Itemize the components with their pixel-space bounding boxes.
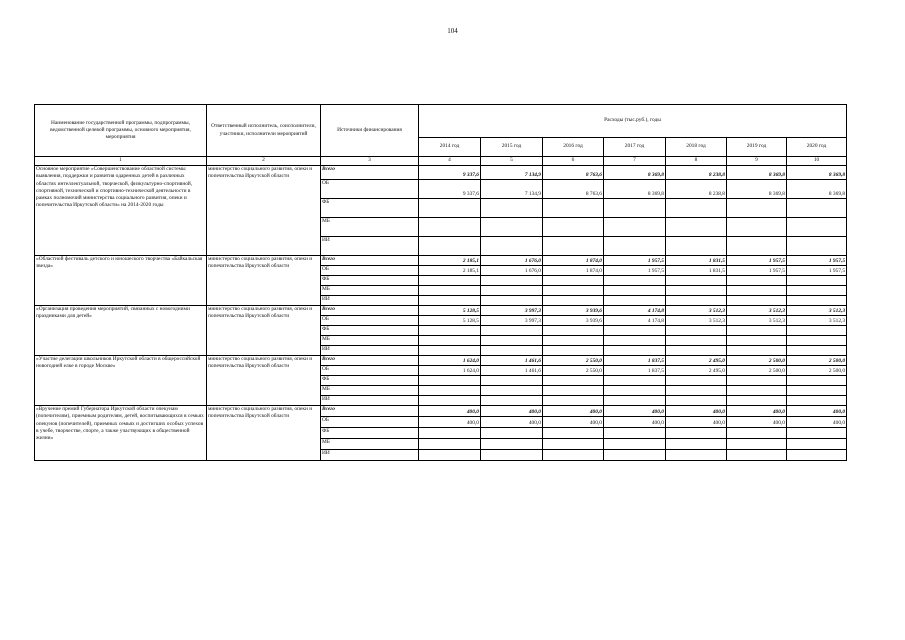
expense-ob: 1 874,0: [543, 266, 604, 276]
expense-cell: [419, 439, 481, 450]
expense-total: 400,0: [604, 406, 666, 417]
expense-ob: 3 512,3: [666, 316, 727, 326]
expense-cell: [666, 237, 727, 256]
expense-cell: [604, 396, 666, 406]
expense-cell: [727, 199, 787, 218]
expense-cell: [419, 336, 481, 346]
expense-cell: [727, 428, 787, 439]
expense-cell: [419, 386, 481, 396]
expense-total: 1 461,6: [481, 356, 543, 366]
expense-cell: [481, 237, 543, 256]
expense-ob: 400,0: [666, 417, 727, 428]
funding-source: МБ: [321, 286, 419, 296]
expense-cell: [666, 386, 727, 396]
expense-cell: [543, 450, 604, 461]
expense-cell: [604, 376, 666, 386]
funding-source: Всего: [321, 166, 419, 180]
column-number: 1: [35, 157, 207, 166]
expense-cell: [666, 450, 727, 461]
expense-ob: 1 957,5: [787, 266, 847, 276]
expense-total: 2 550,0: [543, 356, 604, 366]
expense-ob: 400,0: [727, 417, 787, 428]
funding-source: ОБ: [321, 417, 419, 428]
expense-cell: [727, 326, 787, 336]
expense-cell: [787, 296, 847, 306]
expense-cell: [604, 296, 666, 306]
expense-cell: [481, 428, 543, 439]
expense-total: 2 500,0: [787, 356, 847, 366]
funding-source: Всего: [321, 406, 419, 417]
expense-cell: [787, 276, 847, 286]
expense-total: 5 128,5: [419, 306, 481, 316]
expense-ob: 9 337,6: [419, 180, 481, 199]
expense-cell: [543, 386, 604, 396]
expense-ob: 1 957,5: [604, 266, 666, 276]
expense-cell: [787, 336, 847, 346]
column-number: 5: [481, 157, 543, 166]
funding-source: ФБ: [321, 326, 419, 336]
expense-total: 7 134,9: [481, 166, 543, 180]
expense-cell: [481, 286, 543, 296]
expense-ob: 8 369,8: [727, 180, 787, 199]
page-number: 104: [447, 27, 458, 35]
table-row: [35, 256, 847, 266]
funding-source: ИИ: [321, 346, 419, 356]
expense-ob: 3 512,3: [727, 316, 787, 326]
measure-name: «Областной фестиваль детского и юношеского творчества «Байкальская звезда»: [35, 256, 207, 306]
expense-cell: [481, 396, 543, 406]
expense-total: 3 997,3: [481, 306, 543, 316]
header-expenses: Расходы (тыс.руб.), годы: [419, 105, 847, 138]
expense-cell: [787, 386, 847, 396]
expense-cell: [787, 199, 847, 218]
expense-ob: 1 831,5: [666, 266, 727, 276]
funding-source: ИИ: [321, 396, 419, 406]
expense-cell: [604, 386, 666, 396]
expense-ob: 3 512,3: [787, 316, 847, 326]
funding-source: ФБ: [321, 428, 419, 439]
expense-ob: 8 369,8: [604, 180, 666, 199]
expense-cell: [481, 439, 543, 450]
measure-executor: министерство социального развития, опеки и попечительства Иркутской области: [207, 356, 321, 406]
funding-source: Всего: [321, 356, 419, 366]
expense-cell: [481, 376, 543, 386]
expense-cell: [543, 396, 604, 406]
column-number: 10: [787, 157, 847, 166]
expense-total: 400,0: [727, 406, 787, 417]
expense-cell: [543, 336, 604, 346]
expense-total: 2 495,0: [666, 356, 727, 366]
expense-total: 1 957,5: [727, 256, 787, 266]
expense-cell: [543, 428, 604, 439]
expense-cell: [727, 439, 787, 450]
measure-name: «Участие делегации школьников Иркутской области в общероссийской новогодней елке в городе Москве»: [35, 356, 207, 406]
funding-source: ФБ: [321, 376, 419, 386]
header-year: 2020 год: [787, 138, 847, 157]
expense-cell: [727, 376, 787, 386]
expense-cell: [419, 326, 481, 336]
expense-total: 1 837,5: [604, 356, 666, 366]
expense-cell: [604, 428, 666, 439]
expense-cell: [604, 276, 666, 286]
expense-cell: [727, 336, 787, 346]
funding-source: ОБ: [321, 366, 419, 376]
expense-cell: [727, 296, 787, 306]
expense-ob: 400,0: [787, 417, 847, 428]
expense-cell: [666, 218, 727, 237]
expense-ob: 4 174,8: [604, 316, 666, 326]
funding-source: МБ: [321, 218, 419, 237]
expense-cell: [481, 296, 543, 306]
expense-cell: [419, 296, 481, 306]
expense-total: 8 369,8: [787, 166, 847, 180]
expense-cell: [543, 218, 604, 237]
expense-total: 3 512,3: [787, 306, 847, 316]
column-number: 6: [543, 157, 604, 166]
column-number: 3: [321, 157, 419, 166]
expense-cell: [666, 286, 727, 296]
expense-cell: [666, 296, 727, 306]
table-row: [35, 356, 847, 366]
expense-ob: 1 461,6: [481, 366, 543, 376]
expense-cell: [604, 326, 666, 336]
funding-source: ИИ: [321, 237, 419, 256]
expense-cell: [666, 346, 727, 356]
measure-executor: министерство социального развития, опеки и попечительства Иркутской области: [207, 166, 321, 256]
expense-ob: 8 238,8: [666, 180, 727, 199]
expense-ob: 8 763,6: [543, 180, 604, 199]
expense-cell: [787, 346, 847, 356]
expense-total: 3 939,6: [543, 306, 604, 316]
expense-total: 2 500,0: [727, 356, 787, 366]
expense-ob: 2 500,0: [787, 366, 847, 376]
funding-source: Всего: [321, 256, 419, 266]
expense-cell: [481, 336, 543, 346]
expense-total: 4 174,8: [604, 306, 666, 316]
expense-cell: [727, 386, 787, 396]
expense-cell: [419, 286, 481, 296]
expense-cell: [727, 237, 787, 256]
expense-cell: [787, 376, 847, 386]
column-number: 2: [207, 157, 321, 166]
expense-cell: [666, 396, 727, 406]
expense-cell: [787, 450, 847, 461]
header-executor: Ответственный исполнитель, соисполнители, участники, исполнители мероприятий: [207, 105, 321, 157]
expense-ob: 2 500,0: [727, 366, 787, 376]
expense-cell: [787, 326, 847, 336]
expense-cell: [727, 276, 787, 286]
expense-ob: 1 837,5: [604, 366, 666, 376]
expense-ob: 1 624,0: [419, 366, 481, 376]
expense-cell: [543, 439, 604, 450]
expense-ob: 3 939,6: [543, 316, 604, 326]
expense-ob: 400,0: [419, 417, 481, 428]
expense-cell: [419, 450, 481, 461]
expense-cell: [419, 218, 481, 237]
expense-cell: [604, 336, 666, 346]
expense-ob: 7 134,9: [481, 180, 543, 199]
header-year: 2017 год: [604, 138, 666, 157]
funding-source: ОБ: [321, 266, 419, 276]
table-row: [35, 166, 847, 180]
header-year: 2018 год: [666, 138, 727, 157]
expense-total: 1 676,0: [481, 256, 543, 266]
funding-source: ИИ: [321, 450, 419, 461]
expense-ob: 2 550,0: [543, 366, 604, 376]
budget-table: [34, 104, 847, 461]
expense-total: 400,0: [543, 406, 604, 417]
expense-cell: [727, 396, 787, 406]
funding-source: ОБ: [321, 180, 419, 199]
measure-name: Основное мероприятие «Совершенствование областной системы выявления, поддержки и развития одаренных детей в различных областях интеллектуальной, творческой, физкультурно-спортивной, спортивной, технической и спортивно-технической деятельности в рамках полномочий министерства социального развития, опеки и попечительства Иркутской области» на 2014-2020 годы: [35, 166, 207, 256]
funding-source: ФБ: [321, 199, 419, 218]
expense-cell: [419, 199, 481, 218]
expense-ob: 1 957,5: [727, 266, 787, 276]
expense-total: 3 512,3: [727, 306, 787, 316]
expense-cell: [481, 276, 543, 286]
expense-total: 3 512,3: [666, 306, 727, 316]
measure-executor: министерство социального развития, опеки и попечительства Иркутской области: [207, 406, 321, 461]
expense-cell: [481, 450, 543, 461]
expense-cell: [666, 336, 727, 346]
expense-cell: [543, 376, 604, 386]
funding-source: МБ: [321, 386, 419, 396]
expense-cell: [481, 326, 543, 336]
column-number: 8: [666, 157, 727, 166]
expense-total: 1 624,0: [419, 356, 481, 366]
expense-total: 8 369,8: [727, 166, 787, 180]
expense-cell: [543, 276, 604, 286]
expense-total: 1 957,5: [604, 256, 666, 266]
expense-cell: [419, 237, 481, 256]
expense-total: 1 874,0: [543, 256, 604, 266]
column-number: 7: [604, 157, 666, 166]
expense-cell: [666, 439, 727, 450]
expense-cell: [481, 199, 543, 218]
measure-name: «Организация проведения мероприятий, связанных с новогодними праздниками для детей»: [35, 306, 207, 356]
expense-cell: [666, 376, 727, 386]
column-number: 4: [419, 157, 481, 166]
expense-cell: [666, 199, 727, 218]
expense-cell: [543, 199, 604, 218]
expense-cell: [481, 346, 543, 356]
column-number: 9: [727, 157, 787, 166]
expense-ob: 400,0: [481, 417, 543, 428]
expense-cell: [543, 286, 604, 296]
expense-cell: [604, 346, 666, 356]
header-year: 2014 год: [419, 138, 481, 157]
table-row: [35, 306, 847, 316]
expense-total: 400,0: [787, 406, 847, 417]
expense-ob: 5 128,5: [419, 316, 481, 326]
expense-cell: [787, 439, 847, 450]
header-year: 2016 год: [543, 138, 604, 157]
expense-total: 400,0: [419, 406, 481, 417]
funding-source: ФБ: [321, 276, 419, 286]
expense-ob: 3 997,3: [481, 316, 543, 326]
expense-cell: [419, 376, 481, 386]
expense-cell: [543, 346, 604, 356]
expense-total: 400,0: [666, 406, 727, 417]
expense-total: 8 763,6: [543, 166, 604, 180]
expense-cell: [419, 276, 481, 286]
expense-cell: [543, 326, 604, 336]
expense-cell: [604, 286, 666, 296]
table-row: [35, 406, 847, 417]
expense-cell: [787, 396, 847, 406]
expense-ob: 1 676,0: [481, 266, 543, 276]
expense-ob: 2 495,0: [666, 366, 727, 376]
expense-cell: [727, 218, 787, 237]
header-year: 2015 год: [481, 138, 543, 157]
funding-source: ИИ: [321, 296, 419, 306]
expense-total: 1 957,5: [787, 256, 847, 266]
funding-source: Всего: [321, 306, 419, 316]
funding-source: МБ: [321, 336, 419, 346]
expense-cell: [604, 218, 666, 237]
expense-cell: [787, 237, 847, 256]
expense-cell: [787, 286, 847, 296]
header-name: Наименование государственной программы, подпрограммы, ведомственной целевой программы, основного мероприятия, мероприятия: [35, 105, 207, 157]
funding-source: МБ: [321, 439, 419, 450]
expense-cell: [419, 346, 481, 356]
expense-total: 9 337,6: [419, 166, 481, 180]
measure-name: «Вручение премий Губернатора Иркутской области опекунам (попечителям), приемным родителям, детей, воспитывающихся в семьях опекунов (попечителей), приемных семьях и достигших особых успехов в учебе, творчестве, спорте, а также участвующих в общественной жизни»: [35, 406, 207, 461]
expense-cell: [727, 286, 787, 296]
expense-cell: [481, 218, 543, 237]
measure-executor: министерство социального развития, опеки и попечительства Иркутской области: [207, 256, 321, 306]
expense-cell: [666, 276, 727, 286]
expense-ob: 400,0: [604, 417, 666, 428]
expense-total: 1 831,5: [666, 256, 727, 266]
expense-cell: [604, 199, 666, 218]
expense-cell: [666, 326, 727, 336]
expense-total: 8 238,8: [666, 166, 727, 180]
funding-source: ОБ: [321, 316, 419, 326]
expense-cell: [666, 428, 727, 439]
expense-cell: [419, 428, 481, 439]
expense-ob: 2 185,1: [419, 266, 481, 276]
expense-ob: 8 369,8: [787, 180, 847, 199]
expense-total: 2 185,1: [419, 256, 481, 266]
expense-cell: [727, 450, 787, 461]
expense-total: 8 369,8: [604, 166, 666, 180]
expense-cell: [787, 218, 847, 237]
expense-cell: [604, 439, 666, 450]
expense-cell: [543, 237, 604, 256]
expense-total: 400,0: [481, 406, 543, 417]
expense-cell: [543, 296, 604, 306]
expense-cell: [419, 396, 481, 406]
expense-cell: [787, 428, 847, 439]
header-sources: Источники финансирования: [321, 105, 419, 157]
expense-cell: [604, 450, 666, 461]
header-year: 2019 год: [727, 138, 787, 157]
measure-executor: министерство социального развития, опеки и попечительства Иркутской области: [207, 306, 321, 356]
expense-ob: 400,0: [543, 417, 604, 428]
expense-cell: [727, 346, 787, 356]
expense-cell: [604, 237, 666, 256]
expense-cell: [481, 386, 543, 396]
